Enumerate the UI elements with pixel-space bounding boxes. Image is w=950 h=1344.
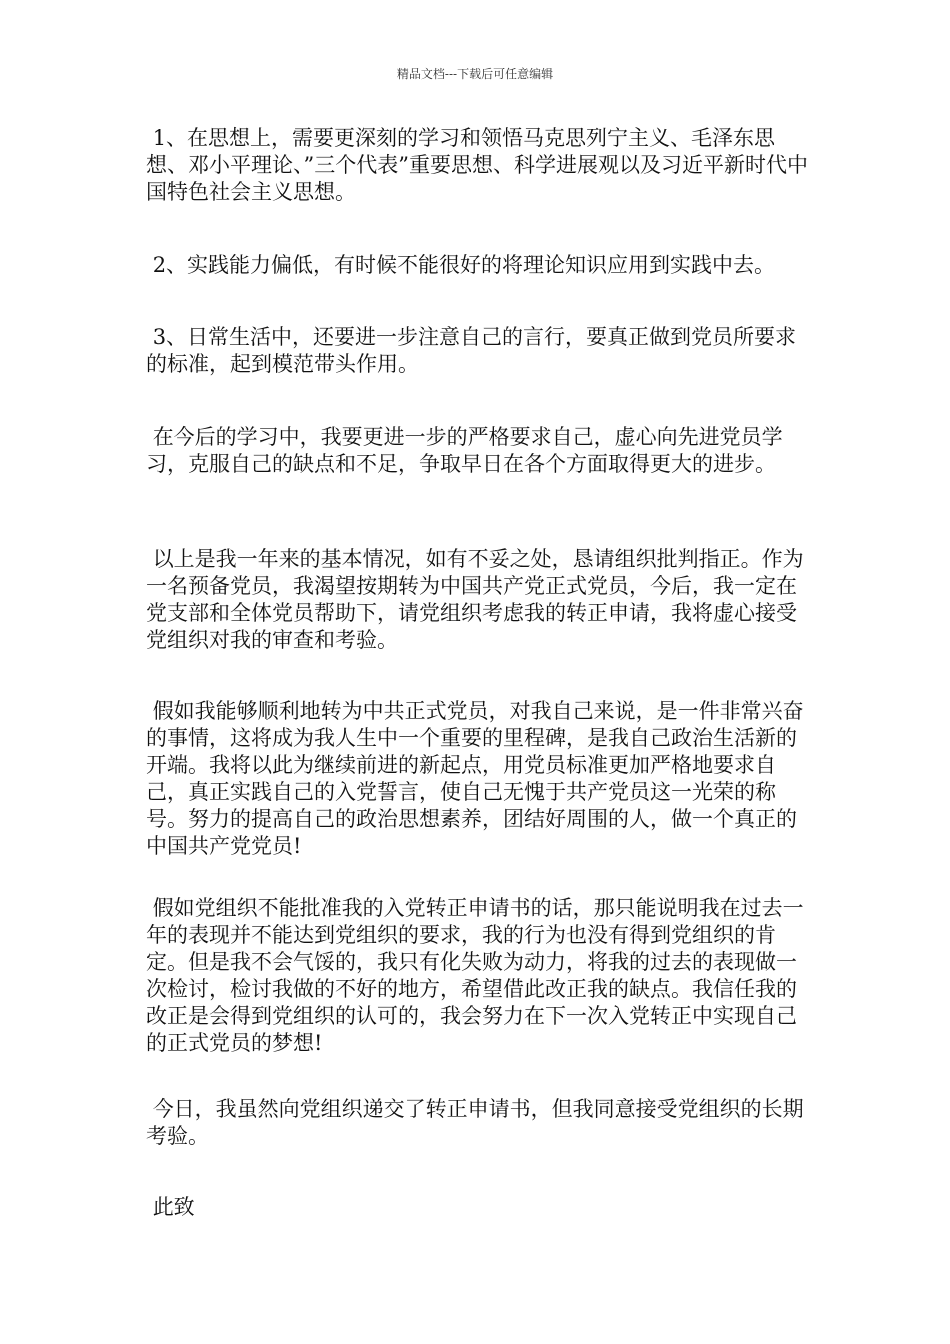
paragraph-5: 以上是我一年来的基本情况，如有不妥之处，恳请组织批判指正。作为一名预备党员，我渴望按期转为中国共产党正式党员，今后，我一定在党支部和全体党员帮助下，请党组织考虑我的转正申请，我将虚心接受党组织对我的审查和考验。	[146, 547, 804, 652]
paragraph-3: 3、日常生活中，还要进一步注意自己的言行，要真正做到党员所要求的标准，起到模范带头作用。	[146, 325, 797, 376]
closing-salutation: 此致	[146, 1195, 195, 1219]
page-header: 精品文档---下载后可任意编辑	[396, 67, 554, 81]
paragraph-4: 在今后的学习中，我要更进一步的严格要求自己，虚心向先进党员学习，克服自己的缺点和不足，争取早日在各个方面取得更大的进步。	[146, 425, 783, 476]
paragraph-6: 假如我能够顺利地转为中共正式党员，对我自己来说，是一件非常兴奋的事情，这将成为我人生中一个重要的里程碑，是我自己政治生活新的开端。我将以此为继续前进的新起点，用党员标准更加严格地要求自己，真正实践自己的入党誓言，使自己无愧于共产党员这一光荣的称号。努力的提高自己的政治思想素养，团结好周围的人，做一个真正的中国共产党党员!	[146, 699, 804, 858]
paragraph-7: 假如党组织不能批准我的入党转正申请书的话，那只能说明我在过去一年的表现并不能达到党组织的要求，我的行为也没有得到党组织的肯定。但是我不会气馁的，我只有化失败为动力，将我的过去的表现做一次检讨，检讨我做的不好的地方，希望借此改正我的缺点。我信任我的改正是会得到党组织的认可的，我会努力在下一次入党转正中实现自己的正式党员的梦想!	[146, 896, 804, 1055]
paragraph-1: 1、在思想上，需要更深刻的学习和领悟马克思列宁主义、毛泽东思想、邓小平理论、”三个代表”重要思想、科学进展观以及习近平新时代中国特色社会主义思想。	[146, 126, 808, 204]
paragraph-2: 2、实践能力偏低，有时候不能很好的将理论知识应用到实践中去。	[146, 253, 776, 277]
paragraph-8: 今日，我虽然向党组织递交了转正申请书，但我同意接受党组织的长期考验。	[146, 1097, 804, 1148]
